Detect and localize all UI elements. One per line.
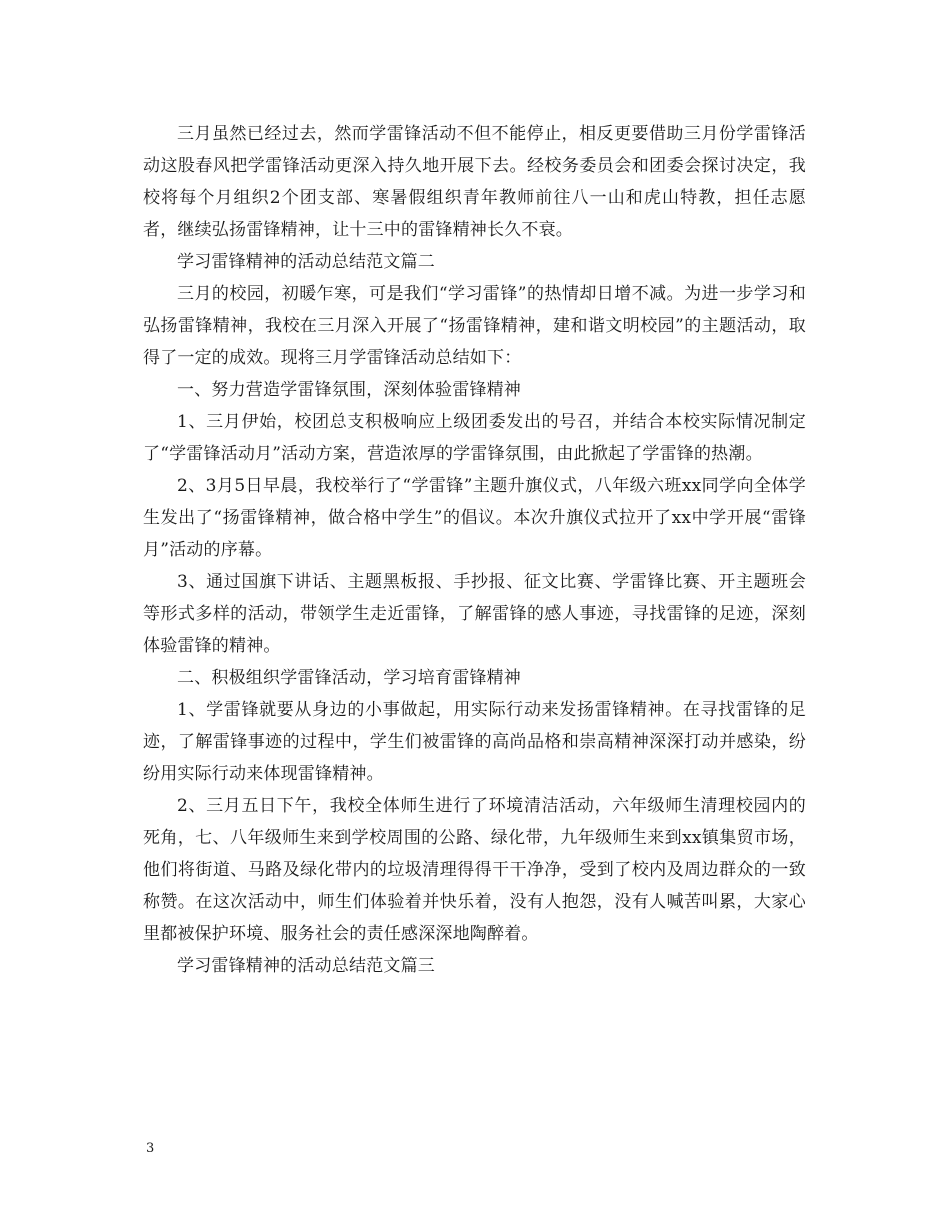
page-number: 3	[146, 1141, 155, 1156]
list-item-paragraph: 1、三月伊始，校团总支积极响应上级团委发出的号召，并结合本校实际情况制定了“学雷锋活动月”活动方案，营造浓厚的学雷锋氛围，由此掀起了学雷锋的热潮。	[143, 412, 806, 464]
paragraph-intro-part-two: 三月的校园，初暖乍寒，可是我们“学习雷锋”的热情却日增不减。为进一步学习和弘扬雷锋精神，我校在三月深入开展了“扬雷锋精神，建和谐文明校园”的主题活动，取得了一定的成效。现将三月学雷锋活动总结如下：	[143, 284, 806, 368]
section-heading-part-three: 学习雷锋精神的活动总结范文篇三	[177, 956, 435, 976]
document-body	[143, 118, 806, 982]
paragraph-closing-section-one: 三月虽然已经过去，然而学雷锋活动不但不能停止，相反更要借助三月份学雷锋活动这股春风把学雷锋活动更深入持久地开展下去。经校务委员会和团委会探讨决定，我校将每个月组织2个团支部、寒暑假组织青年教师前往八一山和虎山特教，担任志愿者，继续弘扬雷锋精神，让十三中的雷锋精神长久不衰。	[143, 124, 806, 240]
list-item-paragraph: 3、通过国旗下讲话、主题黑板报、手抄报、征文比赛、学雷锋比赛、开主题班会等形式多样的活动，带领学生走近雷锋，了解雷锋的感人事迹，寻找雷锋的足迹，深刻体验雷锋的精神。	[143, 572, 806, 656]
list-item-paragraph: 1、学雷锋就要从身边的小事做起，用实际行动来发扬雷锋精神。在寻找雷锋的足迹，了解雷锋事迹的过程中，学生们被雷锋的高尚品格和崇高精神深深打动并感染，纷纷用实际行动来体现雷锋精神。	[143, 700, 806, 784]
list-item-paragraph: 2、三月五日下午，我校全体师生进行了环境清洁活动，六年级师生清理校园内的死角，七、八年级师生来到学校周围的公路、绿化带，九年级师生来到xx镇集贸市场，他们将街道、马路及绿化带内的垃圾清理得得干干净净，受到了校内及周边群众的一致称赞。在这次活动中，师生们体验着并快乐着，没有人抱怨，没有人喊苦叫累，大家心里都被保护环境、服务社会的责任感深深地陶醉着。	[143, 796, 806, 944]
subheading-one: 一、努力营造学雷锋氛围，深刻体验雷锋精神	[177, 380, 521, 400]
list-item-paragraph: 2、3月5日早晨，我校举行了“学雷锋”主题升旗仪式，八年级六班xx同学向全体学生发出了“扬雷锋精神，做合格中学生”的倡议。本次升旗仪式拉开了xx中学开展“雷锋月”活动的序幕。	[143, 476, 806, 560]
subheading-two: 二、积极组织学雷锋活动，学习培育雷锋精神	[177, 668, 521, 688]
section-heading-part-two: 学习雷锋精神的活动总结范文篇二	[177, 252, 435, 272]
